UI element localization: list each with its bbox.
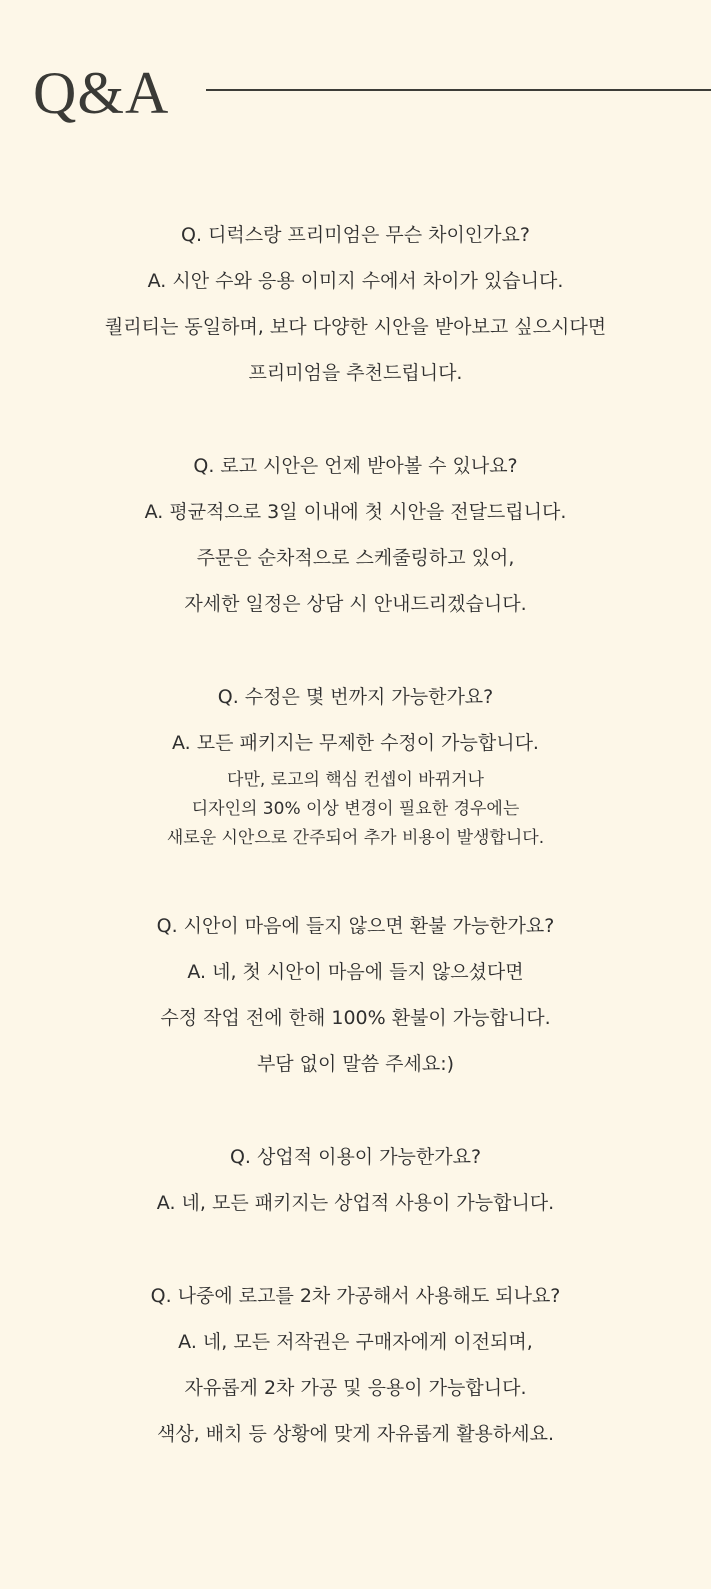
faq-answer-line: 프리미엄을 추천드립니다. — [248, 362, 463, 384]
faq-note-line: 새로운 시안으로 간주되어 추가 비용이 발생합니다. — [166, 828, 545, 848]
faq-question: Q. 상업적 이용이 가능한가요? — [229, 1146, 482, 1168]
faq-item — [0, 903, 711, 1087]
faq-answer-line: A. 네, 첫 시안이 마음에 들지 않으셨다면 — [187, 961, 524, 983]
faq-question: Q. 수정은 몇 번까지 가능한가요? — [217, 686, 494, 708]
faq-item — [0, 1134, 711, 1226]
faq-answer-line: 부담 없이 말씀 주세요:) — [256, 1053, 455, 1075]
faq-answer-line: A. 평균적으로 3일 이내에 첫 시안을 전달드립니다. — [144, 501, 567, 523]
faq-note-line: 다만, 로고의 핵심 컨셉이 바뀌거나 — [227, 770, 484, 790]
faq-answer-line: A. 네, 모든 저작권은 구매자에게 이전되며, — [178, 1331, 533, 1353]
faq-item — [0, 1273, 711, 1457]
faq-answer-line: 자세한 일정은 상담 시 안내드리겠습니다. — [184, 593, 527, 615]
faq-answer-line: A. 시안 수와 응용 이미지 수에서 차이가 있습니다. — [147, 270, 564, 292]
qa-header — [0, 0, 711, 150]
faq-question: Q. 디럭스랑 프리미엄은 무슨 차이인가요? — [181, 224, 530, 246]
faq-answer-line: A. 네, 모든 패키지는 상업적 사용이 가능합니다. — [156, 1192, 555, 1214]
page-title: Q&A — [33, 60, 170, 126]
faq-item — [0, 212, 711, 396]
faq-item — [0, 674, 711, 853]
faq-answer-line: 자유롭게 2차 가공 및 응용이 가능합니다. — [184, 1377, 527, 1399]
faq-item — [0, 443, 711, 627]
faq-answer-line: 퀄리티는 동일하며, 보다 다양한 시안을 받아보고 싶으시다면 — [104, 316, 607, 338]
faq-question: Q. 시안이 마음에 들지 않으면 환불 가능한가요? — [156, 915, 555, 937]
faq-question: Q. 로고 시안은 언제 받아볼 수 있나요? — [193, 455, 518, 477]
title-divider — [206, 89, 711, 91]
faq-note-line: 디자인의 30% 이상 변경이 필요한 경우에는 — [191, 799, 520, 819]
faq-answer-line: 수정 작업 전에 한해 100% 환불이 가능합니다. — [160, 1007, 551, 1029]
faq-answer-line: A. 모든 패키지는 무제한 수정이 가능합니다. — [172, 732, 539, 754]
faq-question: Q. 나중에 로고를 2차 가공해서 사용해도 되나요? — [150, 1285, 561, 1307]
faq-answer-line: 주문은 순차적으로 스케줄링하고 있어, — [196, 547, 515, 569]
faq-answer-line: 색상, 배치 등 상황에 맞게 자유롭게 활용하세요. — [156, 1423, 555, 1445]
